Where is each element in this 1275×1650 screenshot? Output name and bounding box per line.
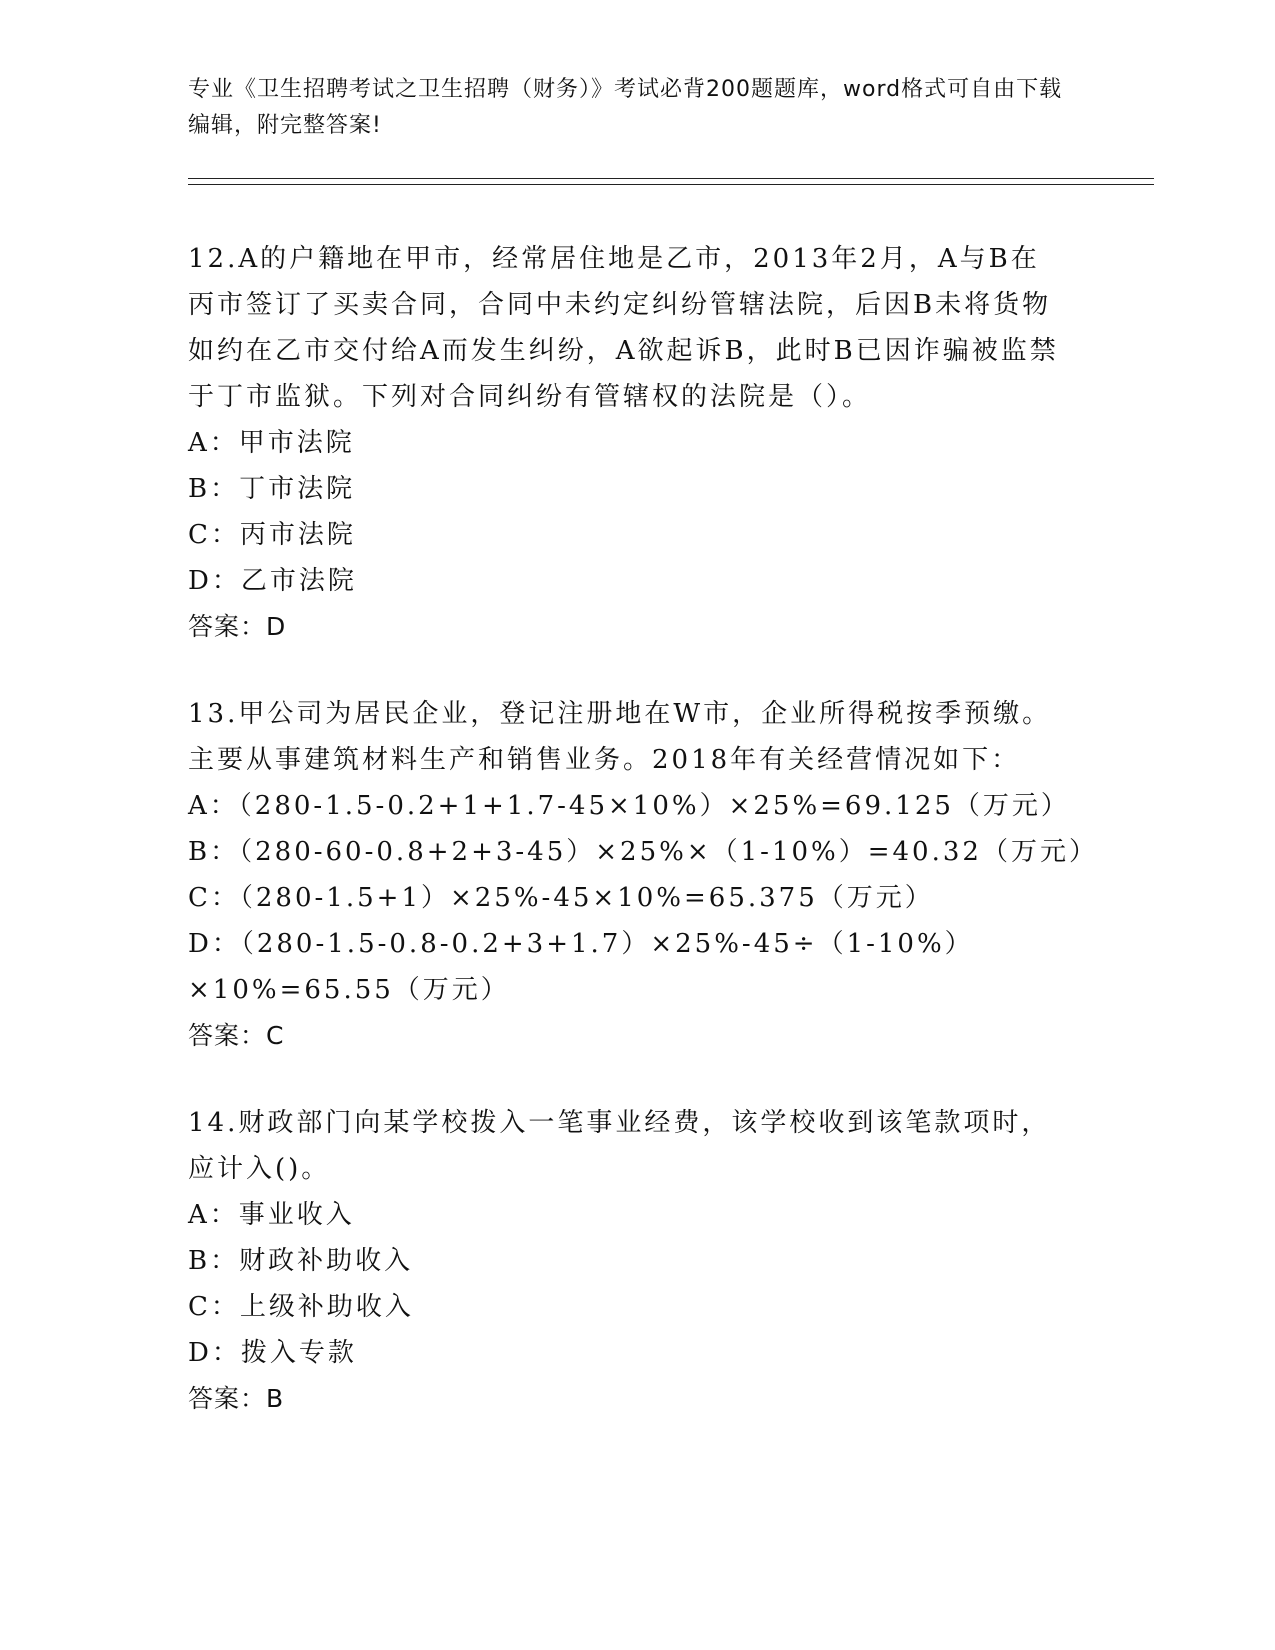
option-a: A：甲市法院 bbox=[188, 428, 355, 458]
option-d: D：拨入专款 bbox=[188, 1338, 357, 1368]
answer: 答案：D bbox=[188, 612, 287, 641]
question-13 bbox=[188, 691, 1098, 1059]
question-stem: 14.财政部门向某学校拨入一笔事业经费，该学校收到该笔款项时，应计入()。 bbox=[188, 1108, 1051, 1184]
option-c: C：上级补助收入 bbox=[188, 1292, 414, 1322]
question-14 bbox=[188, 1100, 1068, 1422]
question-stem: 12.A的户籍地在甲市，经常居住地是乙市，2013年2月，A与B在丙市签订了买卖合同，合同中未约定纠纷管辖法院，后因B未将货物如约在乙市交付给A而发生纠纷，A欲起诉B，此时B已因诈骗被监禁于丁市监狱。下列对合同纠纷有管辖权的法院是（）。 bbox=[188, 244, 1059, 412]
question-12 bbox=[188, 236, 1068, 650]
option-c: C：（280-1.5+1）×25%-45×10%=65.375（万元） bbox=[188, 883, 934, 913]
option-b: B：财政补助收入 bbox=[188, 1246, 414, 1276]
option-d: D：（280-1.5-0.8-0.2+3+1.7）×25%-45÷（1-10%）×10%=65.55（万元） bbox=[188, 929, 974, 1005]
document-header: 专业《卫生招聘考试之卫生招聘（财务）》考试必背200题题库，word格式可自由下载编辑，附完整答案! bbox=[188, 77, 1063, 138]
option-d: D：乙市法院 bbox=[188, 566, 357, 596]
option-a: A：（280-1.5-0.2+1+1.7-45×10%）×25%=69.125（万元） bbox=[188, 791, 1070, 821]
option-b: B：（280-60-0.8+2+3-45）×25%×（1-10%）=40.32（万元） bbox=[188, 837, 1098, 867]
question-stem: 13.甲公司为居民企业，登记注册地在W市，企业所得税按季预缴。主要从事建筑材料生产和销售业务。2018年有关经营情况如下： bbox=[188, 699, 1052, 775]
answer: 答案：B bbox=[188, 1384, 285, 1413]
option-a: A：事业收入 bbox=[188, 1200, 355, 1230]
header-rule-bottom bbox=[188, 184, 1154, 185]
header-rule-top bbox=[188, 178, 1154, 179]
option-c: C：丙市法院 bbox=[188, 520, 356, 550]
option-b: B：丁市法院 bbox=[188, 474, 356, 504]
answer: 答案：C bbox=[188, 1021, 285, 1050]
